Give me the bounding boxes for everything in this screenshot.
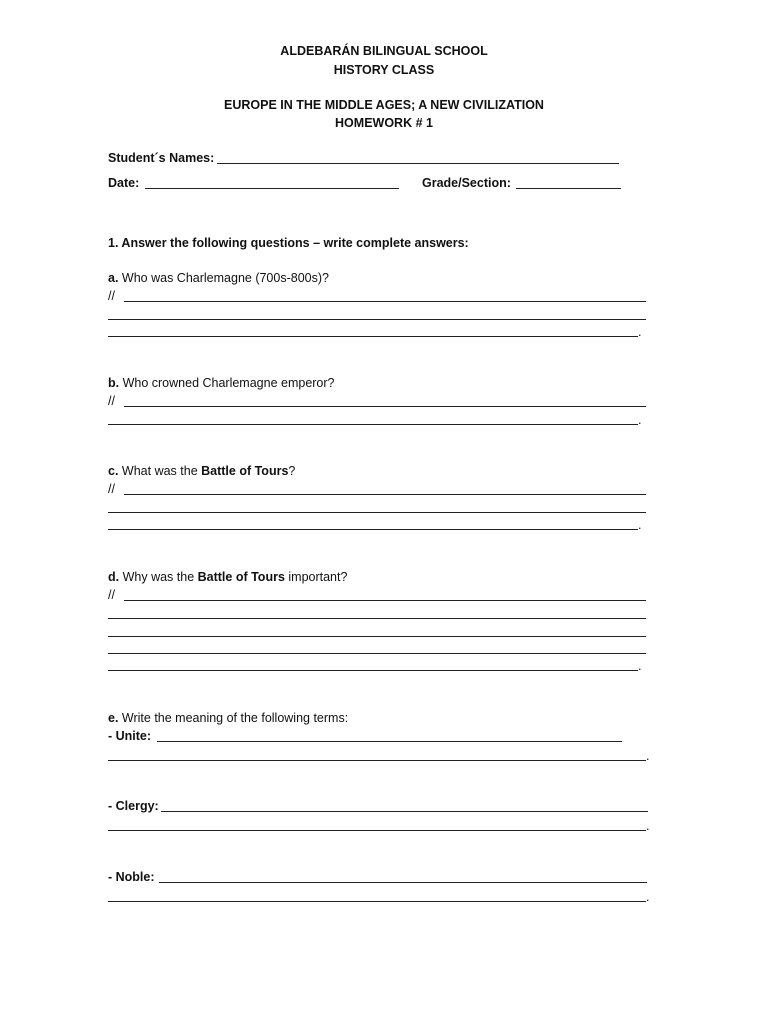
answer-b-line-2[interactable]: [108, 424, 638, 425]
answer-c-line-1[interactable]: [124, 494, 646, 495]
homework-title: HOMEWORK # 1: [335, 116, 433, 130]
question-c-end: ?: [288, 464, 296, 478]
answer-c-period: .: [638, 518, 642, 532]
question-e-text: Write the meaning of the following terms:: [121, 711, 349, 725]
term-clergy-label: - Clergy:: [108, 799, 159, 813]
answer-d-prefix: //: [108, 588, 115, 602]
term-unite-label: - Unite:: [108, 729, 152, 743]
term-noble-period: .: [646, 890, 650, 904]
question-d-bold: Battle of Tours: [197, 570, 285, 584]
answer-a-line-2[interactable]: [108, 319, 646, 320]
answer-a-line-3[interactable]: [108, 336, 638, 337]
answer-d-line-2[interactable]: [108, 618, 646, 619]
topic-title: EUROPE IN THE MIDDLE AGES; A NEW CIVILIZATION: [224, 98, 544, 112]
answer-d-line-5[interactable]: [108, 670, 638, 671]
term-noble-label: - Noble:: [108, 870, 155, 884]
question-c: [108, 463, 295, 479]
students-name-field[interactable]: [217, 163, 619, 164]
term-clergy-period: .: [646, 819, 650, 833]
question-b-letter: b.: [108, 376, 120, 390]
term-clergy-line-1[interactable]: [161, 811, 648, 812]
school-name: ALDEBARÁN BILINGUAL SCHOOL: [280, 44, 488, 58]
question-d-text: Why was the: [122, 570, 198, 584]
question-d: [108, 569, 347, 585]
section-1-instruction: 1. Answer the following questions – write complete answers:: [108, 236, 469, 250]
question-e-letter: e.: [108, 711, 119, 725]
answer-b-period: .: [638, 413, 642, 427]
answer-d-line-4[interactable]: [108, 653, 646, 654]
question-c-text: What was the: [121, 464, 202, 478]
question-d-end: important?: [284, 570, 348, 584]
question-d-letter: d.: [108, 570, 120, 584]
answer-d-period: .: [638, 659, 642, 673]
grade-label: Grade/Section:: [422, 176, 511, 190]
question-a-text: Who was Charlemagne (700s-800s)?: [121, 271, 329, 285]
grade-field[interactable]: [516, 188, 621, 189]
question-e: [108, 710, 348, 726]
answer-c-line-3[interactable]: [108, 529, 638, 530]
answer-d-line-3[interactable]: [108, 636, 646, 637]
answer-a-prefix: //: [108, 289, 115, 303]
term-unite-line-1[interactable]: [157, 741, 622, 742]
answer-b-prefix: //: [108, 394, 115, 408]
term-noble-line-1[interactable]: [159, 882, 647, 883]
students-label: Student´s Names:: [108, 151, 215, 165]
question-b: [108, 375, 335, 391]
date-field[interactable]: [145, 188, 399, 189]
question-a: [108, 270, 329, 286]
answer-a-line-1[interactable]: [124, 301, 646, 302]
term-unite-line-2[interactable]: [108, 760, 646, 761]
term-noble-line-2[interactable]: [108, 901, 646, 902]
answer-a-period: .: [638, 325, 642, 339]
question-c-bold: Battle of Tours: [201, 464, 289, 478]
answer-b-line-1[interactable]: [124, 406, 646, 407]
answer-c-line-2[interactable]: [108, 512, 646, 513]
question-a-letter: a.: [108, 271, 119, 285]
date-label: Date:: [108, 176, 140, 190]
question-c-letter: c.: [108, 464, 119, 478]
term-unite-period: .: [646, 749, 650, 763]
class-name: HISTORY CLASS: [333, 63, 435, 77]
question-b-text: Who crowned Charlemagne emperor?: [122, 376, 335, 390]
answer-d-line-1[interactable]: [124, 600, 646, 601]
term-clergy-line-2[interactable]: [108, 830, 646, 831]
answer-c-prefix: //: [108, 482, 115, 496]
